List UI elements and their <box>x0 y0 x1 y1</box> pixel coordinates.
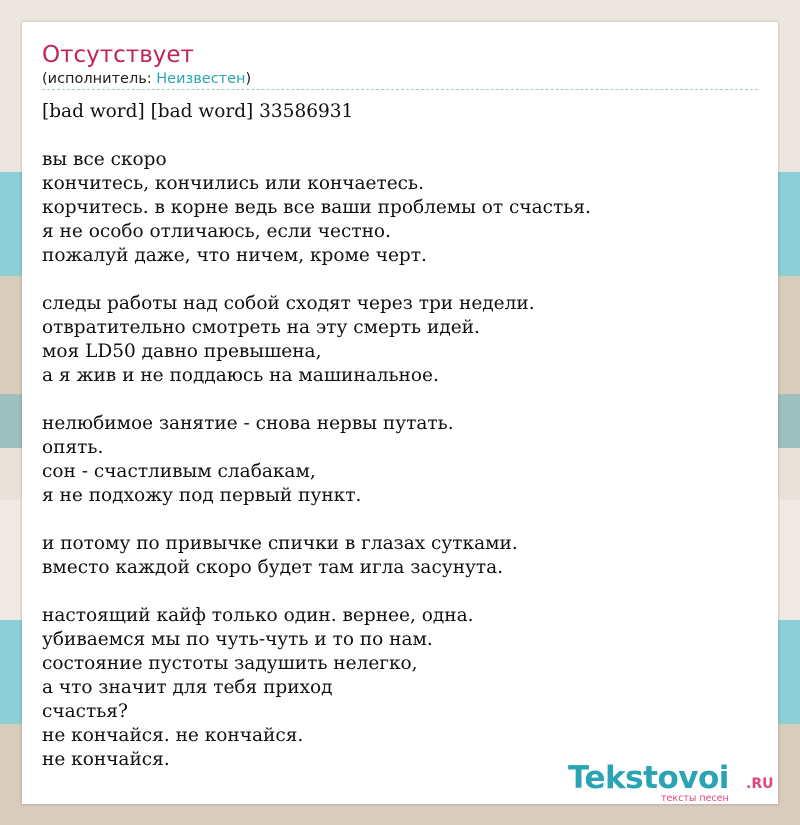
lyric-line <box>42 508 758 532</box>
lyric-line: нелюбимое занятие - снова нервы путать. <box>42 413 454 434</box>
lyric-line <box>42 388 758 412</box>
lyric-line: кончитесь, кончились или кончаетесь. <box>42 173 424 194</box>
lyric-line: я не подхожу под первый пункт. <box>42 485 362 506</box>
lyric-line: вы все скоро <box>42 149 167 170</box>
lyric-line <box>42 268 758 292</box>
lyric-line: [bad word] [bad word] 33586931 <box>42 101 354 122</box>
logo-tagline: тексты песен <box>661 793 729 804</box>
lyric-line: а что значит для тебя приход <box>42 677 333 698</box>
lyric-line: состояние пустоты задушить нелегко, <box>42 653 418 674</box>
lyric-line: не кончайся. <box>42 749 170 770</box>
lyric-line: не кончайся. не кончайся. <box>42 725 304 746</box>
lyric-line <box>42 124 758 148</box>
lyric-line: опять. <box>42 437 104 458</box>
lyric-line: отвратительно смотреть на эту смерть идей. <box>42 317 480 338</box>
artist-suffix: ) <box>245 71 252 87</box>
song-title: Отсутствует <box>42 42 194 68</box>
lyric-line: и потому по привычке спички в глазах сутками. <box>42 533 518 554</box>
artist-link[interactable]: Неизвестен <box>156 71 246 87</box>
site-logo[interactable] <box>568 760 778 804</box>
lyric-line: вместо каждой скоро будет там игла засунута. <box>42 557 504 578</box>
logo-name: Tekstovoi <box>568 760 729 796</box>
logo-tld: .RU <box>746 776 774 792</box>
lyric-line: моя LD50 давно превышена, <box>42 341 322 362</box>
lyrics-card <box>22 22 778 804</box>
lyrics-text <box>42 100 758 772</box>
lyric-line <box>42 580 758 604</box>
lyric-line: следы работы над собой сходят через три недели. <box>42 293 535 314</box>
lyric-line: а я жив и не поддаюсь на машинальное. <box>42 365 439 386</box>
lyric-line: счастья? <box>42 701 128 722</box>
artist-line <box>42 71 251 87</box>
lyric-line: сон - счастливым слабакам, <box>42 461 316 482</box>
lyric-line: я не особо отличаюсь, если честно. <box>42 221 391 242</box>
lyric-line: корчитесь. в корне ведь все ваши проблемы от счастья. <box>42 197 591 218</box>
lyric-line: настоящий кайф только один. вернее, одна. <box>42 605 474 626</box>
lyric-line: убиваемся мы по чуть-чуть и то по нам. <box>42 629 433 650</box>
artist-prefix: (исполнитель: <box>42 71 157 87</box>
lyric-line: пожалуй даже, что ничем, кроме черт. <box>42 245 427 266</box>
title-divider <box>42 89 758 90</box>
